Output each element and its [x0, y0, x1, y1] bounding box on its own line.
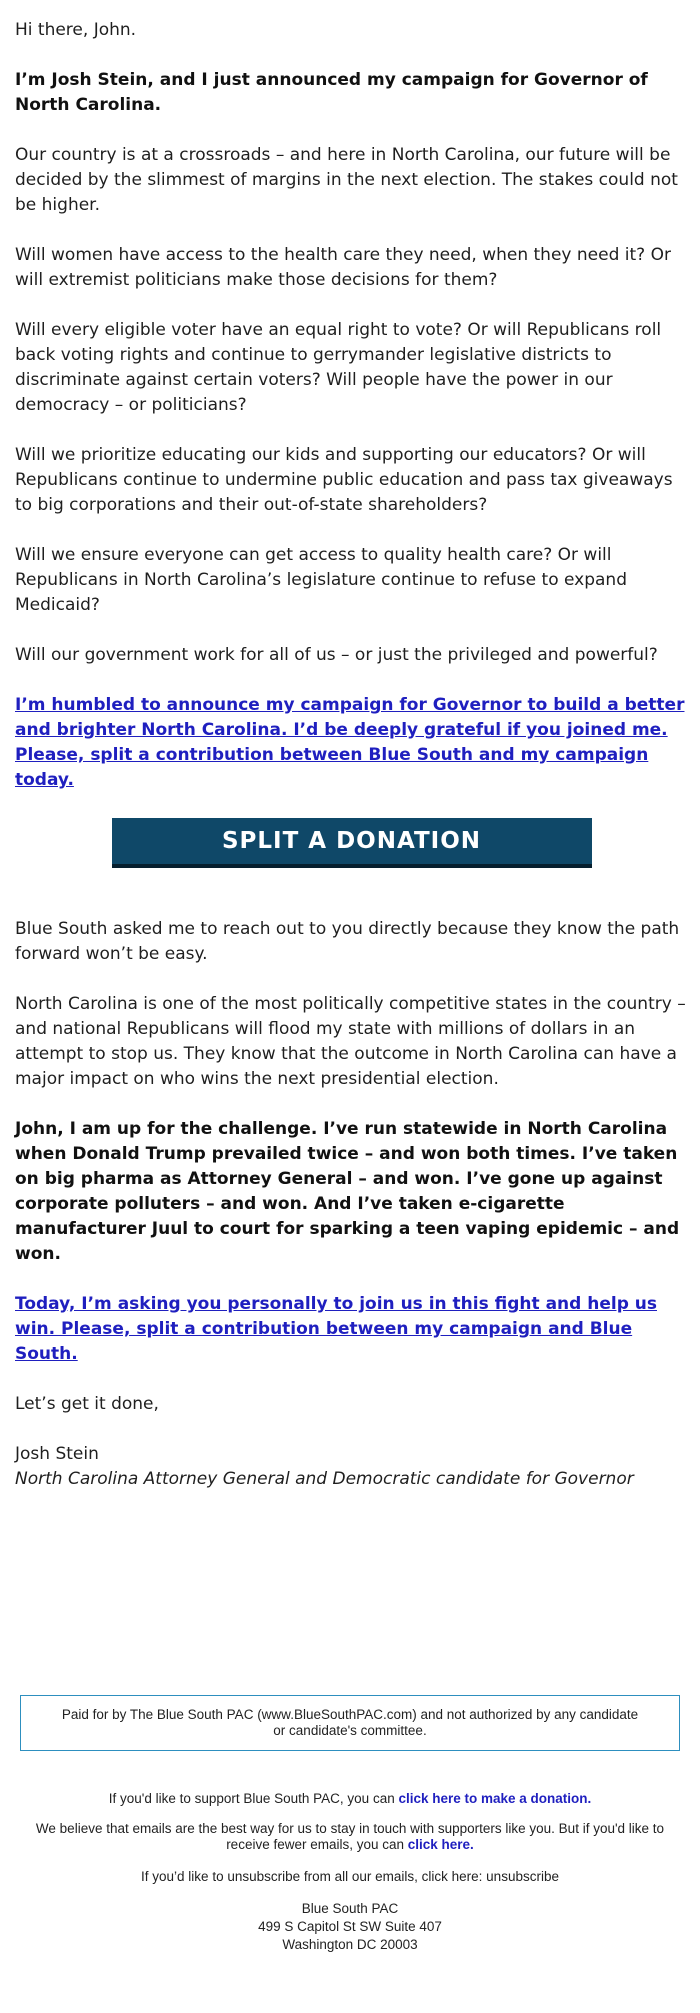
paragraph-education: Will we prioritize educating our kids and supporting our educators? Or will Republicans continue to undermine public education and pass tax giveaways to big corporations and their out-of-state shareholders? [15, 445, 673, 515]
closing: Let’s get it done, [15, 1394, 159, 1414]
cta-paragraph-1 [15, 693, 688, 793]
paragraph-reach-out: Blue South asked me to reach out to you directly because they know the path forward won’t be easy. [15, 919, 680, 964]
fewer-emails-link[interactable]: click here. [407, 1837, 474, 1852]
mailing-address [0, 1900, 700, 1954]
paragraph-government: Will our government work for all of us – or just the privileged and powerful? [15, 645, 658, 665]
org-name: Blue South PAC [301, 1901, 399, 1916]
paragraph-voting-rights: Will every eligible voter have an equal right to vote? Or will Republicans roll back voting rights and continue to gerrymander legislative districts to discriminate against certain voters? Will people have the power in our democracy – or politicians? [15, 320, 662, 415]
signature-title: North Carolina Attorney General and Democratic candidate for Governor [15, 1469, 634, 1489]
greeting: Hi there, John. [15, 20, 137, 40]
join-fight-link[interactable]: Today, I’m asking you personally to join us in this fight and help us win. Please, split a contribution between my campaign and Blue South. [15, 1294, 657, 1364]
email-footer [0, 1695, 700, 1954]
paragraph-competitive-state: North Carolina is one of the most politically competitive states in the country – and national Republicans will flood my state with millions of dollars in an attempt to stop us. They know that the outcome in North Carolina can have a major impact on who wins the next presidential election. [15, 994, 686, 1089]
cta-paragraph-2 [15, 1292, 688, 1367]
fewer-emails-line [0, 1821, 700, 1853]
address-line-1: 499 S Capitol St SW Suite 407 [258, 1919, 442, 1934]
fewer-emails-text: We believe that emails are the best way for us to stay in touch with supporters like you. But if you'd like to receive fewer emails, you can [35, 1821, 665, 1852]
signature [15, 1442, 688, 1492]
make-donation-link[interactable]: click here to make a donation. [398, 1791, 592, 1806]
unsubscribe-text: If you’d like to unsubscribe from all our emails, click here: [141, 1869, 487, 1884]
support-line [0, 1791, 700, 1807]
paragraph-challenge: John, I am up for the challenge. I’ve run statewide in North Carolina when Donald Trump prevailed twice – and won both times. I’ve taken on big pharma as Attorney General – and won. I’ve gone up against corporate polluters – and won. And I’ve taken e-cigarette manufacturer Juul to court for sparking a teen vaping epidemic – and won. [15, 1119, 680, 1264]
split-contribution-link[interactable]: I’m humbled to announce my campaign for Governor to build a better and brighter North Carolina. I’d be deeply grateful if you joined me. Please, split a contribution between Blue South and my campaign today. [15, 695, 685, 790]
intro-announcement: I’m Josh Stein, and I just announced my campaign for Governor of North Carolina. [15, 70, 648, 115]
paid-for-disclaimer: Paid for by The Blue South PAC (www.BlueSouthPAC.com) and not authorized by any candidate or candidate's committee. [20, 1695, 680, 1751]
paragraph-women-health: Will women have access to the health care they need, when they need it? Or will extremist politicians make those decisions for them? [15, 245, 671, 290]
paragraph-medicaid: Will we ensure everyone can get access to quality health care? Or will Republicans in North Carolina’s legislature continue to refuse to expand Medicaid? [15, 545, 627, 615]
split-donation-button[interactable]: SPLIT A DONATION [112, 818, 592, 868]
support-text: If you'd like to support Blue South PAC, you can [108, 1791, 399, 1806]
unsubscribe-link[interactable]: unsubscribe [486, 1869, 559, 1884]
signature-name: Josh Stein [15, 1444, 99, 1464]
address-line-2: Washington DC 20003 [282, 1937, 418, 1952]
paragraph-crossroads: Our country is at a crossroads – and here in North Carolina, our future will be decided by the slimmest of margins in the next election. The stakes could not be higher. [15, 145, 678, 215]
unsubscribe-line [0, 1869, 700, 1885]
donate-button-wrap [15, 818, 688, 868]
